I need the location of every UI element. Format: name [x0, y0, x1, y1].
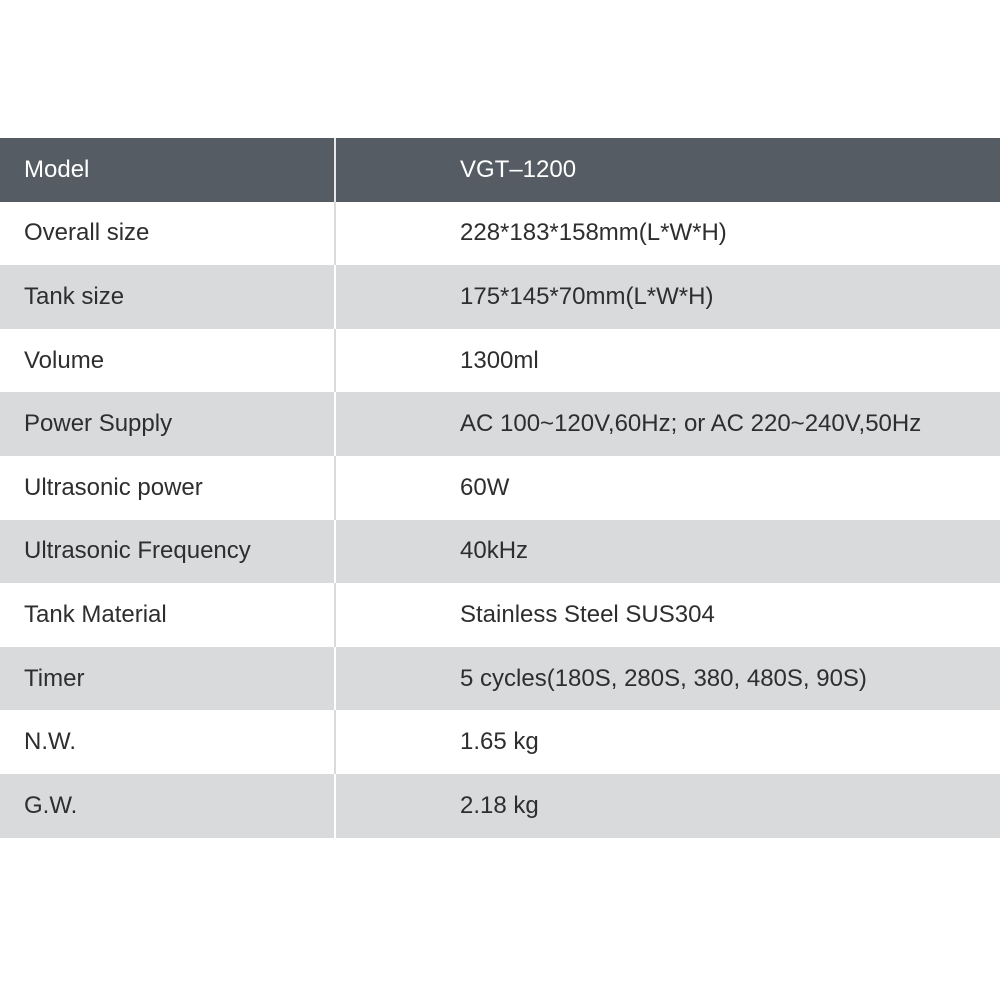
table-row: [0, 202, 1000, 266]
table-row: [0, 520, 1000, 584]
row-value: 228*183*158mm(L*W*H): [460, 219, 727, 247]
row-label: Ultrasonic Frequency: [0, 520, 336, 584]
row-label: N.W.: [0, 710, 336, 774]
header-value-cell: VGT–1200: [460, 155, 577, 183]
row-label: G.W.: [0, 774, 336, 838]
row-value: 60W: [460, 473, 510, 501]
row-value: 175*145*70mm(L*W*H): [460, 282, 714, 310]
table-row: [0, 583, 1000, 647]
table-row: [0, 265, 1000, 329]
row-label: Volume: [0, 329, 336, 393]
table-row: [0, 392, 1000, 456]
row-value: AC 100~120V,60Hz; or AC 220~240V,50Hz: [460, 410, 922, 438]
row-value: Stainless Steel SUS304: [460, 600, 715, 628]
header-label-cell: Model: [0, 138, 336, 202]
table-row: [0, 456, 1000, 520]
table-header-row: [0, 138, 1000, 202]
row-label: Ultrasonic power: [0, 456, 336, 520]
row-label: Timer: [0, 647, 336, 711]
row-label: Overall size: [0, 202, 336, 266]
table-row: [0, 774, 1000, 838]
row-label: Tank size: [0, 265, 336, 329]
row-value: 40kHz: [460, 537, 529, 565]
row-value: 5 cycles(180S, 280S, 380, 480S, 90S): [460, 664, 867, 692]
row-label: Tank Material: [0, 583, 336, 647]
row-value: 2.18 kg: [460, 791, 539, 819]
row-value: 1300ml: [460, 346, 539, 374]
table-row: [0, 710, 1000, 774]
table-row: [0, 647, 1000, 711]
row-label: Power Supply: [0, 392, 336, 456]
spec-table: [0, 138, 1000, 838]
row-value: 1.65 kg: [460, 728, 539, 756]
table-row: [0, 329, 1000, 393]
